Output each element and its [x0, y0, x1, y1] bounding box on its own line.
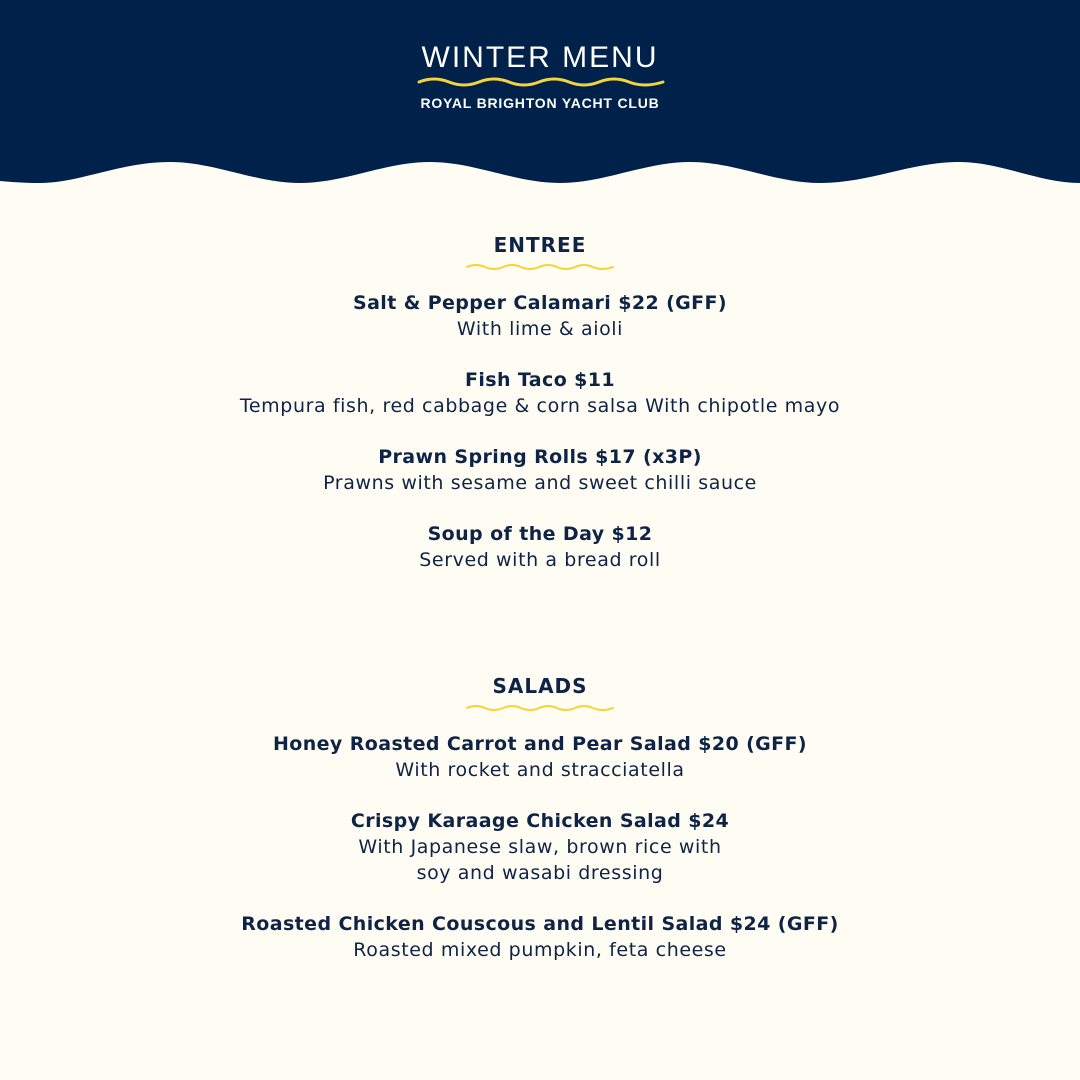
item-description: Prawns with sesame and sweet chilli sauce [323, 472, 757, 494]
item-name: Fish Taco $11 [464, 369, 616, 391]
salads-section [0, 673, 1080, 988]
item-name: Soup of the Day $12 [427, 523, 653, 545]
item-name: Roasted Chicken Couscous and Lentil Salad $24 (GFF) [241, 913, 839, 935]
item-name: Honey Roasted Carrot and Pear Salad $20 (GFF) [272, 733, 808, 755]
title-squiggle-icon [417, 76, 665, 88]
item-description: With Japanese slaw, brown rice with soy and wasabi dressing [358, 836, 722, 884]
wave-shape [0, 0, 1080, 183]
item-name: Prawn Spring Rolls $17 (x3P) [378, 446, 702, 468]
section-title-entree: ENTREE [493, 233, 587, 257]
menu-item [0, 367, 1080, 419]
menu-item [0, 521, 1080, 573]
section-squiggle-icon [465, 703, 615, 713]
item-description: With rocket and stracciatella [395, 759, 685, 781]
menu-item [0, 731, 1080, 783]
item-description: Served with a bread roll [419, 549, 661, 571]
header-banner [0, 0, 1080, 190]
item-name: Crispy Karaage Chicken Salad $24 [350, 810, 730, 832]
menu-item [0, 808, 1080, 886]
item-description: With lime & aioli [456, 318, 624, 340]
section-squiggle-icon [465, 262, 615, 272]
salads-item-list [0, 731, 1080, 963]
item-name: Salt & Pepper Calamari $22 (GFF) [353, 292, 727, 314]
item-description: Roasted mixed pumpkin, feta cheese [353, 939, 727, 961]
menu-title: WINTER MENU [421, 41, 659, 74]
item-description: Tempura fish, red cabbage & corn salsa With chipotle mayo [239, 395, 841, 417]
menu-item [0, 444, 1080, 496]
section-title-salads: SALADS [492, 674, 588, 698]
menu-item [0, 290, 1080, 342]
club-name: ROYAL BRIGHTON YACHT CLUB [420, 95, 660, 111]
menu-item [0, 911, 1080, 963]
entree-section [0, 232, 1080, 598]
entree-item-list [0, 290, 1080, 573]
